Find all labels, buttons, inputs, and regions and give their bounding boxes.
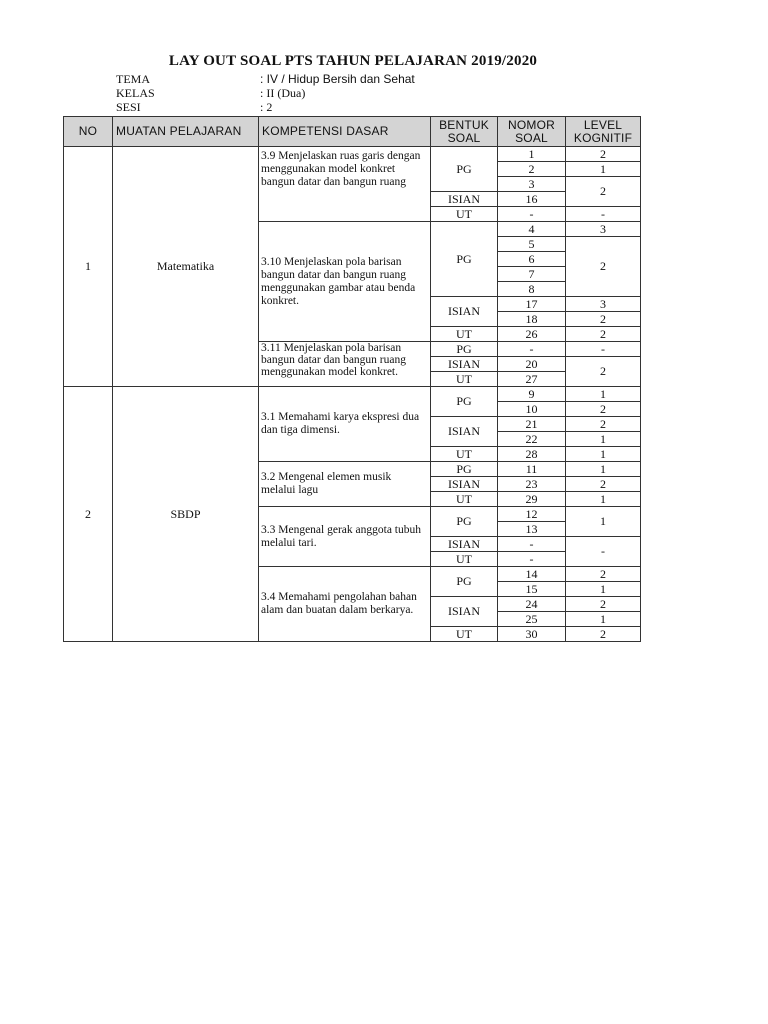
- cell-nomor: 21: [498, 417, 566, 432]
- cell-kd: 3.4 Memahami pengolahan bahan alam dan buatan dalam berkarya.: [259, 567, 431, 642]
- cell-level: 1: [566, 612, 641, 627]
- table-row: [64, 147, 641, 162]
- cell-muatan: SBDP: [113, 387, 259, 642]
- cell-nomor: -: [498, 207, 566, 222]
- meta-row-tema: [0, 72, 768, 86]
- cell-nomor: 24: [498, 597, 566, 612]
- cell-kd: 3.9 Menjelaskan ruas garis dengan menggunakan model konkret bangun datar dan bangun ruang: [259, 147, 431, 222]
- cell-nomor: 7: [498, 267, 566, 282]
- meta-row-kelas: [0, 86, 768, 100]
- cell-nomor: 9: [498, 387, 566, 402]
- cell-kd: 3.2 Mengenal elemen musik melalui lagu: [259, 462, 431, 507]
- cell-level: 2: [566, 357, 641, 387]
- cell-bentuk: UT: [431, 327, 498, 342]
- cell-nomor: 23: [498, 477, 566, 492]
- cell-level: 2: [566, 627, 641, 642]
- header-bentuk: BENTUK SOAL: [431, 117, 498, 147]
- cell-kd: 3.1 Memahami karya ekspresi dua dan tiga dimensi.: [259, 387, 431, 462]
- cell-bentuk: PG: [431, 342, 498, 357]
- document-title: LAY OUT SOAL PTS TAHUN PELAJARAN 2019/2020: [168, 53, 538, 69]
- meta-value: : 2: [260, 100, 273, 114]
- cell-nomor: 12: [498, 507, 566, 522]
- meta-block: [0, 72, 768, 114]
- cell-nomor: 2: [498, 162, 566, 177]
- table-row: [64, 387, 641, 402]
- cell-level: 1: [566, 462, 641, 477]
- cell-muatan: Matematika: [113, 147, 259, 387]
- cell-nomor: 29: [498, 492, 566, 507]
- layout-table: [63, 116, 641, 642]
- cell-level: 2: [566, 567, 641, 582]
- cell-bentuk: UT: [431, 207, 498, 222]
- cell-level: 1: [566, 387, 641, 402]
- cell-level: 2: [566, 327, 641, 342]
- cell-bentuk: UT: [431, 372, 498, 387]
- cell-bentuk: UT: [431, 627, 498, 642]
- cell-level: 2: [566, 597, 641, 612]
- cell-level: -: [566, 207, 641, 222]
- cell-level: -: [566, 342, 641, 357]
- cell-nomor: 13: [498, 522, 566, 537]
- cell-bentuk: PG: [431, 387, 498, 417]
- cell-nomor: 15: [498, 582, 566, 597]
- cell-level: 1: [566, 447, 641, 462]
- cell-nomor: 26: [498, 327, 566, 342]
- header-level: LEVEL KOGNITIF: [566, 117, 641, 147]
- cell-level: 2: [566, 312, 641, 327]
- cell-nomor: 18: [498, 312, 566, 327]
- cell-kd: 3.11 Menjelaskan pola barisan bangun datar dan bangun ruang menggunakan model konkret.: [259, 342, 431, 387]
- cell-kd: 3.3 Mengenal gerak anggota tubuh melalui tari.: [259, 507, 431, 567]
- cell-kd: 3.10 Menjelaskan pola barisan bangun datar dan bangun ruang menggunakan gambar atau benda konkret.: [259, 222, 431, 342]
- cell-level: 1: [566, 492, 641, 507]
- header-kd: KOMPETENSI DASAR: [259, 117, 431, 147]
- cell-nomor: 5: [498, 237, 566, 252]
- cell-nomor: 10: [498, 402, 566, 417]
- meta-label: KELAS: [116, 86, 155, 100]
- cell-nomor: 20: [498, 357, 566, 372]
- meta-value: : II (Dua): [260, 86, 306, 100]
- header-no: NO: [64, 117, 113, 147]
- meta-value: : IV / Hidup Bersih dan Sehat: [260, 72, 415, 86]
- cell-nomor: 28: [498, 447, 566, 462]
- cell-nomor: 1: [498, 147, 566, 162]
- cell-level: -: [566, 537, 641, 567]
- cell-bentuk: PG: [431, 462, 498, 477]
- cell-nomor: 14: [498, 567, 566, 582]
- cell-no: 1: [64, 147, 113, 387]
- cell-bentuk: ISIAN: [431, 597, 498, 627]
- cell-nomor: 27: [498, 372, 566, 387]
- cell-level: 2: [566, 237, 641, 297]
- cell-bentuk: ISIAN: [431, 192, 498, 207]
- cell-level: 1: [566, 582, 641, 597]
- cell-bentuk: ISIAN: [431, 477, 498, 492]
- cell-nomor: 25: [498, 612, 566, 627]
- header-muatan: MUATAN PELAJARAN: [113, 117, 259, 147]
- cell-nomor: -: [498, 537, 566, 552]
- cell-level: 3: [566, 297, 641, 312]
- cell-level: 1: [566, 507, 641, 537]
- cell-bentuk: PG: [431, 222, 498, 297]
- cell-level: 2: [566, 417, 641, 432]
- cell-level: 2: [566, 147, 641, 162]
- cell-bentuk: ISIAN: [431, 357, 498, 372]
- cell-bentuk: ISIAN: [431, 417, 498, 447]
- cell-nomor: 17: [498, 297, 566, 312]
- cell-nomor: 8: [498, 282, 566, 297]
- cell-nomor: 4: [498, 222, 566, 237]
- cell-nomor: 6: [498, 252, 566, 267]
- meta-row-sesi: [0, 100, 768, 114]
- cell-nomor: 16: [498, 192, 566, 207]
- cell-level: 2: [566, 402, 641, 417]
- cell-bentuk: UT: [431, 492, 498, 507]
- cell-nomor: 30: [498, 627, 566, 642]
- header-nomor: NOMOR SOAL: [498, 117, 566, 147]
- cell-nomor: 22: [498, 432, 566, 447]
- table-header-row: [64, 117, 641, 147]
- cell-nomor: -: [498, 342, 566, 357]
- cell-nomor: 3: [498, 177, 566, 192]
- cell-bentuk: PG: [431, 567, 498, 597]
- cell-level: 3: [566, 222, 641, 237]
- cell-level: 1: [566, 162, 641, 177]
- cell-bentuk: UT: [431, 447, 498, 462]
- cell-bentuk: ISIAN: [431, 297, 498, 327]
- cell-bentuk: PG: [431, 507, 498, 537]
- cell-level: 2: [566, 477, 641, 492]
- cell-nomor: 11: [498, 462, 566, 477]
- cell-no: 2: [64, 387, 113, 642]
- cell-level: 2: [566, 177, 641, 207]
- cell-bentuk: PG: [431, 147, 498, 192]
- cell-nomor: -: [498, 552, 566, 567]
- meta-label: SESI: [116, 100, 141, 114]
- cell-level: 1: [566, 432, 641, 447]
- cell-bentuk: UT: [431, 552, 498, 567]
- meta-label: TEMA: [116, 72, 150, 86]
- cell-bentuk: ISIAN: [431, 537, 498, 552]
